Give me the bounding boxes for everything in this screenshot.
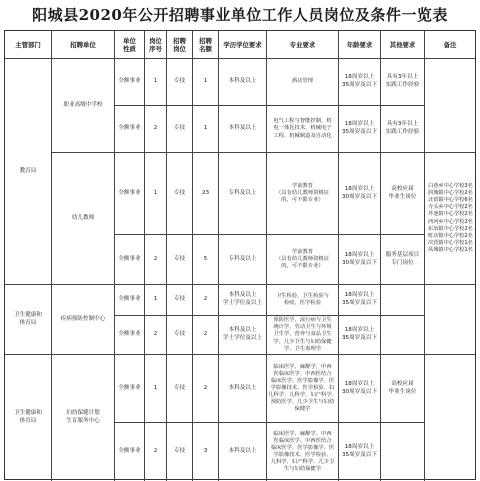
page-title: 阳城县2020年公开招聘事业单位工作人员岗位及条件一览表 — [32, 6, 448, 24]
count-cell: 2 — [193, 316, 219, 355]
major-cell: 临床医学、麻醉学、中西 医临床医学、中西医结合 临床医学、医学影像学、医 学影像技术、医学检验、 儿科学、妇产科学、儿少卫 生与妇幼保健学 — [267, 423, 339, 481]
age-cell: 18周岁以上 35周岁及以下 — [339, 316, 381, 355]
major-cell: 临床医学、麻醉学、中西 医临床医学、中西医结合 临床医学、医学影像学、医 学影像技术、医学检验、妇 儿科学、儿科学、妇产科学、 预防医学、儿少卫生与妇幼 保健学 — [267, 355, 339, 423]
header-dept: 主管部门 — [5, 31, 52, 59]
age-cell: 18周岁以上 35周岁及以下 — [339, 59, 381, 106]
seq-cell: 2 — [145, 423, 167, 481]
header-count: 招聘 名额 — [193, 31, 219, 59]
remark-cell — [425, 355, 475, 481]
post-cell: 专技 — [167, 423, 193, 481]
edu-cell: 专科及以上 — [219, 153, 267, 235]
seq-cell: 1 — [145, 153, 167, 235]
remark-cell — [425, 285, 475, 355]
nature-cell: 全额事业 — [115, 355, 145, 423]
post-cell: 专技 — [167, 59, 193, 106]
age-cell: 18周岁以上 30周岁及以下 — [339, 153, 381, 235]
edu-cell: 本科及以上 — [219, 59, 267, 106]
other-cell: 服务基层项目 专门岗位 — [381, 235, 425, 285]
count-cell: 1 — [193, 106, 219, 153]
count-cell: 2 — [193, 355, 219, 423]
major-cell: 电气工程与智能控制、机 电一体化技术、机械电子 工程、机械制造及自动化 — [267, 106, 339, 153]
seq-cell: 1 — [145, 355, 167, 423]
other-cell — [381, 316, 425, 355]
count-cell: 23 — [193, 153, 219, 235]
header-seq: 岗位 序号 — [145, 31, 167, 59]
major-cell: 学前教育 （具有幼儿教师资格证 的，可不限专业） — [267, 235, 339, 285]
major-cell: 酒店管理 — [267, 59, 339, 106]
nature-cell: 全额事业 — [115, 106, 145, 153]
post-cell: 专技 — [167, 153, 193, 235]
nature-cell: 全额事业 — [115, 59, 145, 106]
major-cell: 学前教育 （具有幼儿教师资格证 的，可不限专业） — [267, 153, 339, 235]
remark-cell: 白巷乡中心学校3名 润城镇中心学校2名 北留镇中心学校6名 寺头乡中心学校2名 芹池镇中心学校2名 西河乡中心学校2名 东冶镇中心学校2名 町店镇中心学校2名 次营镇中心学校1名 凤城镇中心学校1名 — [425, 153, 475, 285]
nature-cell: 全额事业 — [115, 423, 145, 481]
other-cell — [381, 285, 425, 316]
other-cell: 具有3年以上 实践工作经验 — [381, 59, 425, 106]
count-cell: 1 — [193, 59, 219, 106]
post-cell: 专技 — [167, 106, 193, 153]
post-cell: 专技 — [167, 285, 193, 316]
edu-cell: 专科及以上 — [219, 235, 267, 285]
major-cell: 预防医学、流行病与卫生 统计学、劳动卫生与环境 卫生学、营养与食品卫生 学、儿少卫生与妇幼保健 学、卫生毒理学 — [267, 316, 339, 355]
remark-cell — [425, 59, 475, 153]
nature-cell: 全额事业 — [115, 153, 145, 235]
header-edu: 学历学位要求 — [219, 31, 267, 59]
age-cell: 18周岁以上 35周岁及以下 — [339, 423, 381, 481]
seq-cell: 1 — [145, 59, 167, 106]
seq-cell: 2 — [145, 316, 167, 355]
nature-cell: 全额事业 — [115, 316, 145, 355]
count-cell: 3 — [193, 423, 219, 481]
recruitment-table — [4, 30, 476, 480]
nature-cell: 全额事业 — [115, 285, 145, 316]
post-cell: 专技 — [167, 235, 193, 285]
unit-cell: 疾病预防控制中心 — [52, 285, 115, 355]
edu-cell: 本科及以上 学士学位及以上 — [219, 285, 267, 316]
age-cell: 18周岁以上 30周岁及以下 — [339, 235, 381, 285]
age-cell: 18周岁以上 30周岁及以下 — [339, 355, 381, 423]
edu-cell: 本科及以上 学士学位及以上 — [219, 316, 267, 355]
edu-cell: 本科及以上 — [219, 355, 267, 423]
header-nature: 单位 性质 — [115, 31, 145, 59]
count-cell: 2 — [193, 285, 219, 316]
unit-cell: 妇幼保健计划 生育服务中心 — [52, 355, 115, 481]
other-cell: 高校应届 毕业生岗位 — [381, 355, 425, 423]
count-cell: 5 — [193, 235, 219, 285]
dept-cell: 教育局 — [5, 59, 52, 285]
major-cell: 卫生检验、卫生检验与 检疫、医学检验 — [267, 285, 339, 316]
header-unit: 招聘单位 — [52, 31, 115, 59]
header-major: 专业要求 — [267, 31, 339, 59]
unit-cell: 幼儿教师 — [52, 153, 115, 285]
seq-cell: 2 — [145, 106, 167, 153]
post-cell: 专技 — [167, 316, 193, 355]
age-cell: 18周岁以上 35周岁及以下 — [339, 106, 381, 153]
edu-cell: 本科及以上 — [219, 106, 267, 153]
post-cell: 专技 — [167, 355, 193, 423]
other-cell: 具有3年以上 实践工作经验 — [381, 106, 425, 153]
header-remark: 备注 — [425, 31, 475, 59]
header-age: 年龄要求 — [339, 31, 381, 59]
age-cell: 18周岁以上 35周岁及以下 — [339, 285, 381, 316]
unit-cell: 职业高级中学校 — [52, 59, 115, 153]
seq-cell: 2 — [145, 235, 167, 285]
other-cell: 高校应届 毕业生岗位 — [381, 153, 425, 235]
dept-cell: 卫生健康和 体育局 — [5, 355, 52, 481]
edu-cell: 本科及以上 — [219, 423, 267, 481]
seq-cell: 1 — [145, 285, 167, 316]
other-cell — [381, 423, 425, 481]
dept-cell: 卫生健康和 体育局 — [5, 285, 52, 355]
nature-cell: 全额事业 — [115, 235, 145, 285]
header-other: 其他要求 — [381, 31, 425, 59]
header-post: 招聘 岗位 — [167, 31, 193, 59]
